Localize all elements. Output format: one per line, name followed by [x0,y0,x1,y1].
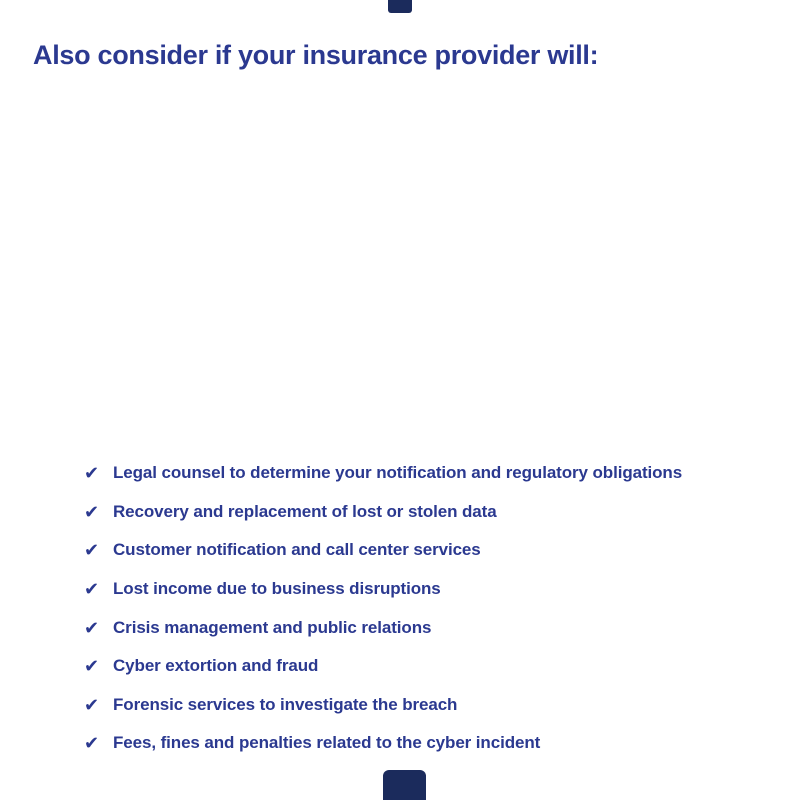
check-item-label: Lost income due to business disruptions [113,579,441,599]
check-item-label: Legal counsel to determine your notification and regulatory obligations [113,463,683,483]
check-item [84,686,796,725]
check-item [84,454,796,493]
checkmark-icon: ✔ [84,540,100,561]
check-item-label: Forensic services to investigate the breach [113,694,458,714]
check-item [84,724,796,763]
check-item-label: Fees, fines and penalties related to the cyber incident [113,733,541,753]
checkmark-icon: ✔ [84,501,100,522]
cropped-graphic-top [388,0,412,13]
check-item-label: Recovery and replacement of lost or stolen data [113,501,497,521]
checkmark-icon: ✔ [84,656,100,677]
check-item [84,608,796,647]
check-item [84,647,796,686]
check-item [84,531,796,570]
cropped-graphic-bottom [383,770,426,800]
checklist [84,454,796,763]
check-item-label: Cyber extortion and fraud [113,656,319,676]
checkmark-icon: ✔ [84,733,100,754]
check-item-label: Crisis management and public relations [113,617,432,637]
checkmark-icon: ✔ [84,617,100,638]
checkmark-icon: ✔ [84,579,100,600]
check-item [84,493,796,532]
page-title: Also consider if your insurance provider will: [33,40,599,70]
check-item [84,570,796,609]
checkmark-icon: ✔ [84,463,100,484]
checkmark-icon: ✔ [84,694,100,715]
check-item-label: Customer notification and call center services [113,540,481,560]
